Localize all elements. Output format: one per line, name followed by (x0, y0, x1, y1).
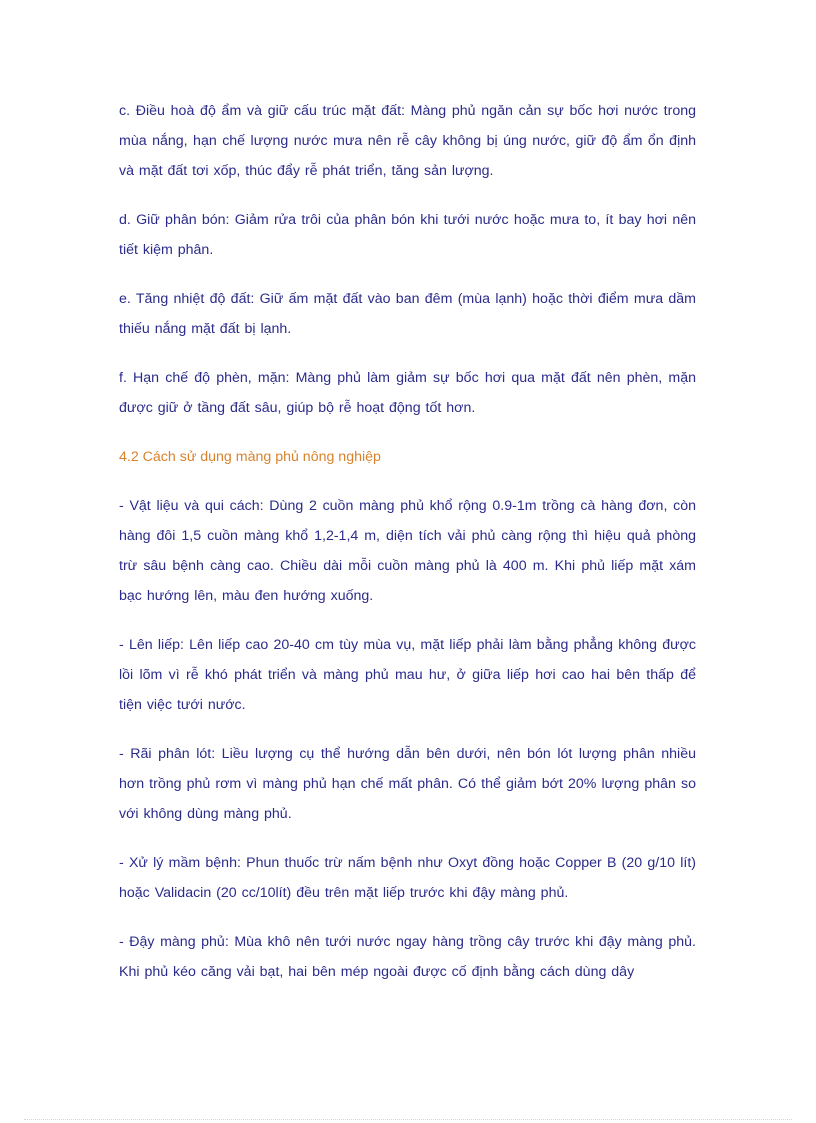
paragraph-soil-temperature: e. Tăng nhiệt độ đất: Giữ ấm mặt đất vào ban đêm (mùa lạnh) hoặc thời điểm mưa dầm thiếu nắng mặt đất bị lạnh. (119, 291, 696, 337)
paragraph-fertilizer: d. Giữ phân bón: Giảm rửa trôi của phân bón khi tưới nước hoặc mưa to, ít bay hơi nên tiết kiệm phân. (119, 212, 696, 258)
paragraph-base-fertilizer: - Rãi phân lót: Liều lượng cụ thể hướng dẫn bên dưới, nên bón lót lượng phân nhiều hơn trồng phủ rơm vì màng phủ hạn chế mất phân. Có thể giảm bớt 20% lượng phân so với không dùng màng phủ. (119, 746, 696, 822)
page-bottom-divider (24, 1119, 792, 1120)
document-page (119, 96, 696, 1006)
paragraph-raised-beds: - Lên liếp: Lên liếp cao 20-40 cm tùy mùa vụ, mặt liếp phải làm bằng phẳng không được lồi lõm vì rễ khó phát triển và màng phủ mau hư, ở giữa liếp hơi cao hai bên thấp để tiện việc tưới nước. (119, 637, 696, 713)
paragraph-salinity: f. Hạn chế độ phèn, mặn: Màng phủ làm giảm sự bốc hơi qua mặt đất nên phèn, mặn được giữ ở tầng đất sâu, giúp bộ rễ hoạt động tốt hơn. (119, 370, 696, 416)
paragraph-mulch-covering: - Đậy màng phủ: Mùa khô nên tưới nước ngay hàng trồng cây trước khi đậy màng phủ. Khi phủ kéo căng vải bạt, hai bên mép ngoài được cố định bằng cách dùng dây (119, 934, 696, 980)
paragraph-disease-treatment: - Xử lý mầm bệnh: Phun thuốc trừ nấm bệnh như Oxyt đồng hoặc Copper B (20 g/10 lít) hoặc Validacin (20 cc/10lít) đều trên mặt liếp trước khi đậy màng phủ. (119, 855, 696, 901)
paragraph-humidity: c. Điều hoà độ ẩm và giữ cấu trúc mặt đất: Màng phủ ngăn cản sự bốc hơi nước trong mùa nắng, hạn chế lượng nước mưa nên rễ cây không bị úng nước, giữ độ ẩm ổn định và mặt đất tơi xốp, thúc đẩy rễ phát triển, tăng sản lượng. (119, 103, 696, 179)
section-heading: 4.2 Cách sử dụng màng phủ nông nghiệp (119, 449, 381, 465)
paragraph-materials: - Vật liệu và qui cách: Dùng 2 cuồn màng phủ khổ rộng 0.9-1m trồng cà hàng đơn, còn hàng đôi 1,5 cuồn màng khổ 1,2-1,4 m, diện tích vải phủ càng rộng thì hiệu quả phòng trừ sâu bệnh càng cao. Chiều dài mỗi cuồn màng phủ là 400 m. Khi phủ liếp mặt xám bạc hướng lên, màu đen hướng xuống. (119, 498, 696, 604)
